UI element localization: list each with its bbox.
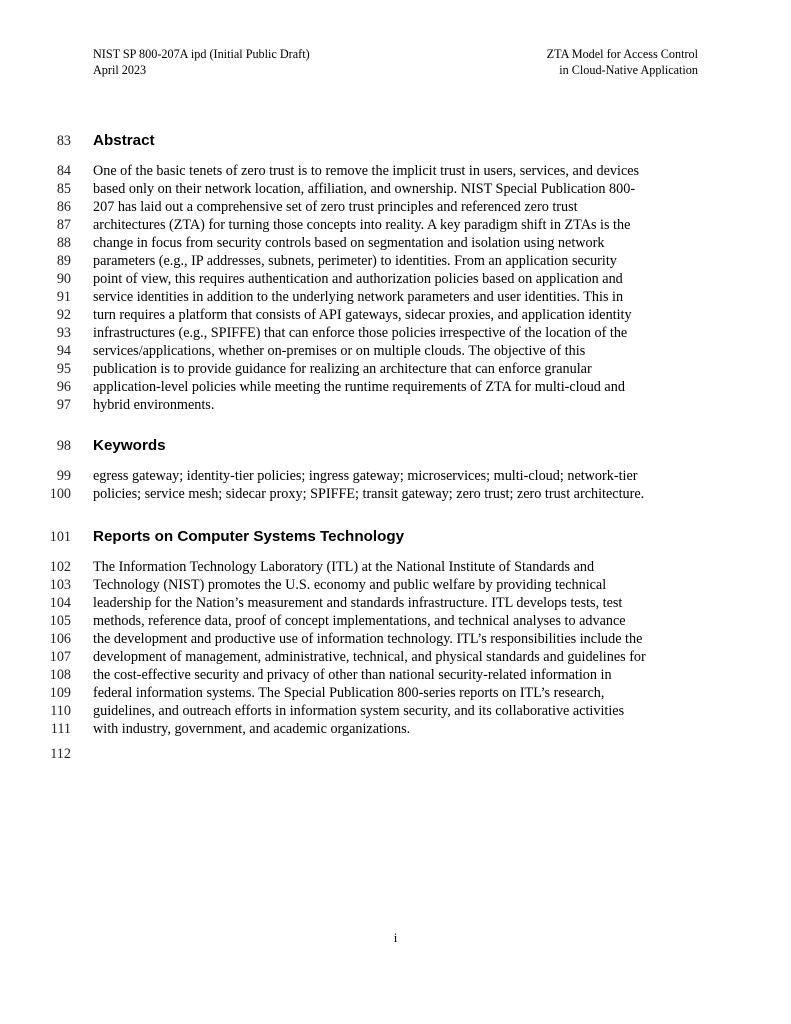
line-text: methods, reference data, proof of concept implementations, and technical analyses to advance xyxy=(93,613,626,629)
text-line xyxy=(0,162,791,180)
line-number: 86 xyxy=(56,199,71,215)
line-text: services/applications, whether on-premises or on multiple clouds. The objective of this xyxy=(93,343,586,359)
line-number: 106 xyxy=(49,631,71,647)
line-text: development of management, administrative, technical, and physical standards and guidelines for xyxy=(93,649,646,665)
section-heading: Reports on Computer Systems Technology xyxy=(93,528,405,545)
line-text: parameters (e.g., IP addresses, subnets, perimeter) to identities. From an application security xyxy=(93,253,617,269)
line-number: 108 xyxy=(49,667,71,683)
line-number: 94 xyxy=(56,343,71,359)
line-text: The Information Technology Laboratory (ITL) at the National Institute of Standards and xyxy=(93,559,595,575)
line-text: egress gateway; identity-tier policies; ingress gateway; microservices; multi-cloud; network-tier xyxy=(93,468,638,484)
text-line xyxy=(0,234,791,252)
line-text: application-level policies while meeting the runtime requirements of ZTA for multi-cloud and xyxy=(93,379,625,395)
line-number: 92 xyxy=(56,307,71,323)
line-number: 100 xyxy=(49,486,71,502)
line-number: 99 xyxy=(56,468,71,484)
line-number: 85 xyxy=(56,181,71,197)
text-line xyxy=(0,684,791,702)
line-text: policies; service mesh; sidecar proxy; SPIFFE; transit gateway; zero trust; zero trust architecture. xyxy=(93,486,645,502)
line-text: with industry, government, and academic organizations. xyxy=(93,721,411,737)
line-text: Technology (NIST) promotes the U.S. economy and public welfare by providing technical xyxy=(93,577,607,593)
text-line xyxy=(0,396,791,414)
line-text: architectures (ZTA) for turning those concepts into reality. A key paradigm shift in ZTAs is the xyxy=(93,217,631,233)
text-line xyxy=(0,288,791,306)
text-line xyxy=(0,720,791,738)
text-line xyxy=(0,485,791,503)
text-line xyxy=(0,745,791,763)
line-number: 110 xyxy=(50,703,71,719)
line-text: leadership for the Nation’s measurement and standards infrastructure. ITL develops tests, test xyxy=(93,595,623,611)
running-header-right xyxy=(547,47,698,78)
line-number: 96 xyxy=(56,379,71,395)
text-line xyxy=(0,270,791,288)
text-line xyxy=(0,612,791,630)
section-heading-row xyxy=(0,437,791,455)
line-text: publication is to provide guidance for realizing an architecture that can enforce granular xyxy=(93,361,592,377)
line-number: 109 xyxy=(49,685,71,701)
text-line xyxy=(0,324,791,342)
line-text: based only on their network location, affiliation, and ownership. NIST Special Publication 800- xyxy=(93,181,636,197)
text-line xyxy=(0,216,791,234)
line-number: 101 xyxy=(49,529,71,545)
line-text: turn requires a platform that consists of API gateways, sidecar proxies, and application identity xyxy=(93,307,632,323)
text-line xyxy=(0,576,791,594)
text-line xyxy=(0,306,791,324)
line-number: 104 xyxy=(49,595,71,611)
text-line xyxy=(0,198,791,216)
line-number: 87 xyxy=(56,217,71,233)
line-text: the cost-effective security and privacy of other than national security-related information in xyxy=(93,667,612,683)
line-number: 112 xyxy=(50,746,71,762)
document-id: NIST SP 800-207A ipd (Initial Public Draft) xyxy=(93,47,310,61)
line-text: the development and productive use of information technology. ITL’s responsibilities include the xyxy=(93,631,643,647)
line-number: 84 xyxy=(56,163,71,179)
line-number: 88 xyxy=(56,235,71,251)
page-number: i xyxy=(393,930,398,945)
line-number: 97 xyxy=(56,397,71,413)
line-number: 91 xyxy=(56,289,71,305)
section-heading: Keywords xyxy=(93,437,166,454)
text-line xyxy=(0,342,791,360)
text-line xyxy=(0,252,791,270)
running-header-left xyxy=(93,47,310,78)
line-number: 98 xyxy=(56,438,71,454)
line-text: guidelines, and outreach efforts in information system security, and its collaborative activities xyxy=(93,703,625,719)
line-text: point of view, this requires authentication and authorization policies based on application and xyxy=(93,271,623,287)
text-line xyxy=(0,360,791,378)
text-line xyxy=(0,378,791,396)
line-number: 83 xyxy=(56,133,71,149)
line-number: 89 xyxy=(56,253,71,269)
line-number: 111 xyxy=(50,721,71,737)
text-line xyxy=(0,666,791,684)
document-short-title-cont: in Cloud-Native Application xyxy=(559,62,698,77)
line-text: 207 has laid out a comprehensive set of zero trust principles and referenced zero trust xyxy=(93,199,578,215)
line-text: federal information systems. The Special Publication 800-series reports on ITL’s research, xyxy=(93,685,605,701)
text-line xyxy=(0,180,791,198)
text-line xyxy=(0,702,791,720)
line-text: infrastructures (e.g., SPIFFE) that can enforce those policies irrespective of the location of the xyxy=(93,325,628,341)
line-number: 102 xyxy=(49,559,71,575)
text-line xyxy=(0,648,791,666)
line-text: One of the basic tenets of zero trust is to remove the implicit trust in users, services, and devices xyxy=(93,163,640,179)
line-number: 93 xyxy=(56,325,71,341)
text-line xyxy=(0,594,791,612)
line-number: 95 xyxy=(56,361,71,377)
document-short-title: ZTA Model for Access Control xyxy=(546,47,698,61)
text-line xyxy=(0,630,791,648)
section-heading: Abstract xyxy=(93,132,155,149)
section-heading-row xyxy=(0,132,791,150)
line-number: 103 xyxy=(49,577,71,593)
line-text: service identities in addition to the underlying network parameters and user identities. This in xyxy=(93,289,624,305)
line-text: change in focus from security controls based on segmentation and isolation using network xyxy=(93,235,605,251)
line-number: 105 xyxy=(49,613,71,629)
line-number: 107 xyxy=(49,649,71,665)
text-line xyxy=(0,467,791,485)
text-line xyxy=(0,558,791,576)
document-date: April 2023 xyxy=(93,62,147,77)
line-text: hybrid environments. xyxy=(93,397,215,413)
line-number: 90 xyxy=(56,271,71,287)
section-heading-row xyxy=(0,528,791,546)
